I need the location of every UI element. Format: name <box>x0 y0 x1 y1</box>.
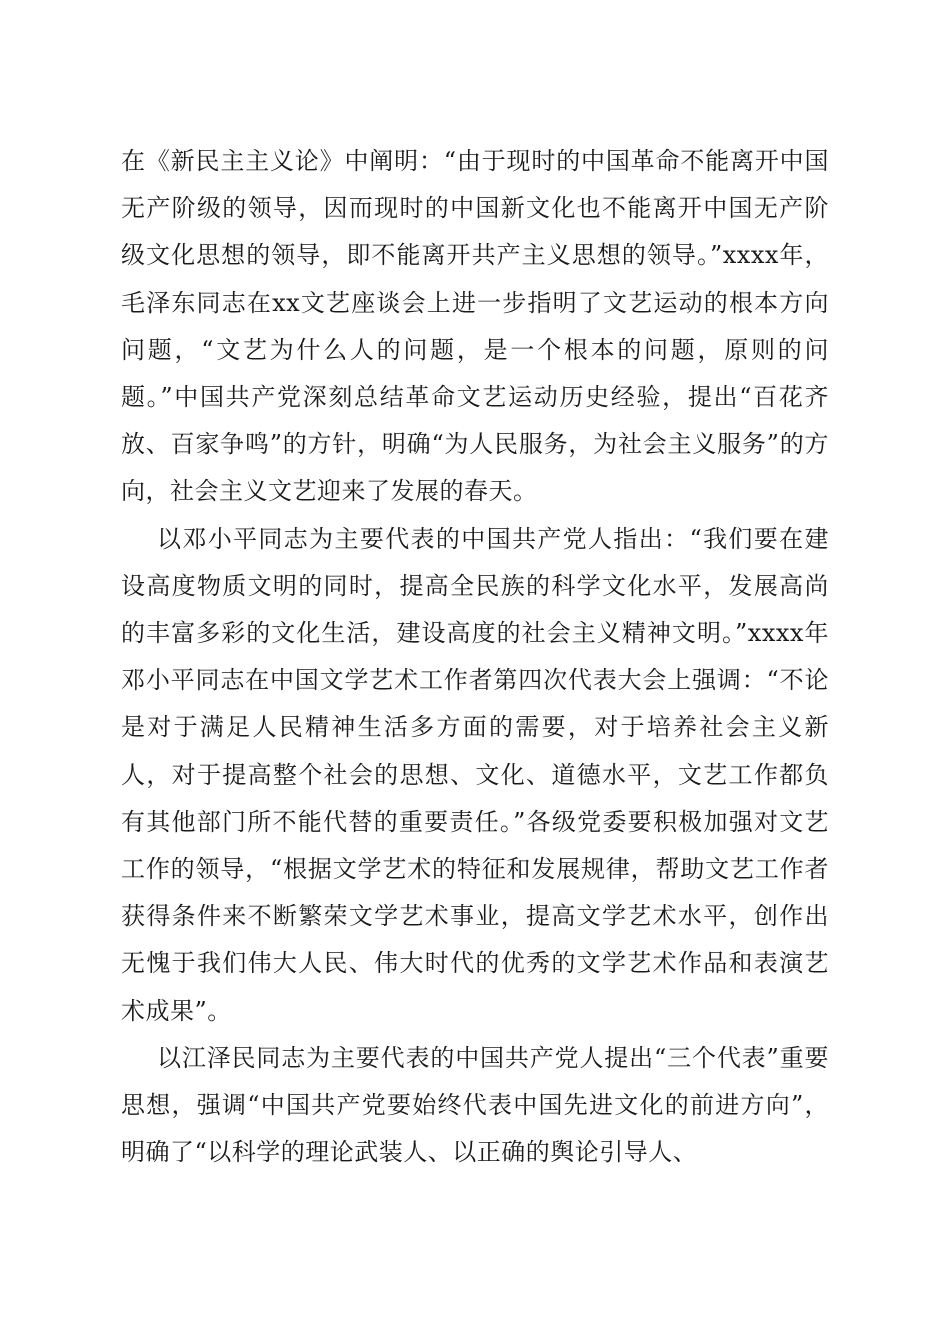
body-text <box>121 138 829 1176</box>
paragraph-continued: 在《新民主主义论》中阐明：“由于现时的中国革命不能离开中国无产阶级的领导，因而现时的中国新文化也不能离开中国无产阶级文化思想的领导，即不能离开共产主义思想的领导。”xxxx年，毛泽东同志在xx文艺座谈会上进一步指明了文艺运动的根本方向问题，“文艺为什么人的问题，是一个根本的问题，原则的问题。”中国共产党深刻总结革命文艺运动历史经验，提出“百花齐放、百家争鸣”的方针，明确“为人民服务，为社会主义服务”的方向，社会主义文艺迎来了发展的春天。 <box>121 147 829 506</box>
paragraph-jiang-zemin: 以江泽民同志为主要代表的中国共产党人提出“三个代表”重要思想，强调“中国共产党要始终代表中国先进文化的前进方向”，明确了“以科学的理论武装人、以正确的舆论引导人、 <box>121 1043 829 1167</box>
paragraph-deng-xiaoping: 以邓小平同志为主要代表的中国共产党人指出：“我们要在建设高度物质文明的同时，提高全民族的科学文化水平，发展高尚的丰富多彩的文化生活，建设高度的社会主义精神文明。”xxxx年邓小平同志在中国文学艺术工作者第四次代表大会上强调：“不论是对于满足人民精神生活多方面的需要，对于培养社会主义新人，对于提高整个社会的思想、文化、道德水平，文艺工作都负有其他部门所不能代替的重要责任。”各级党委要积极加强对文艺工作的领导，“根据文学艺术的特征和发展规律，帮助文艺工作者获得条件来不断繁荣文学艺术事业，提高文学艺术水平，创作出无愧于我们伟大人民、伟大时代的优秀的文学艺术作品和表演艺术成果”。 <box>121 524 829 1025</box>
